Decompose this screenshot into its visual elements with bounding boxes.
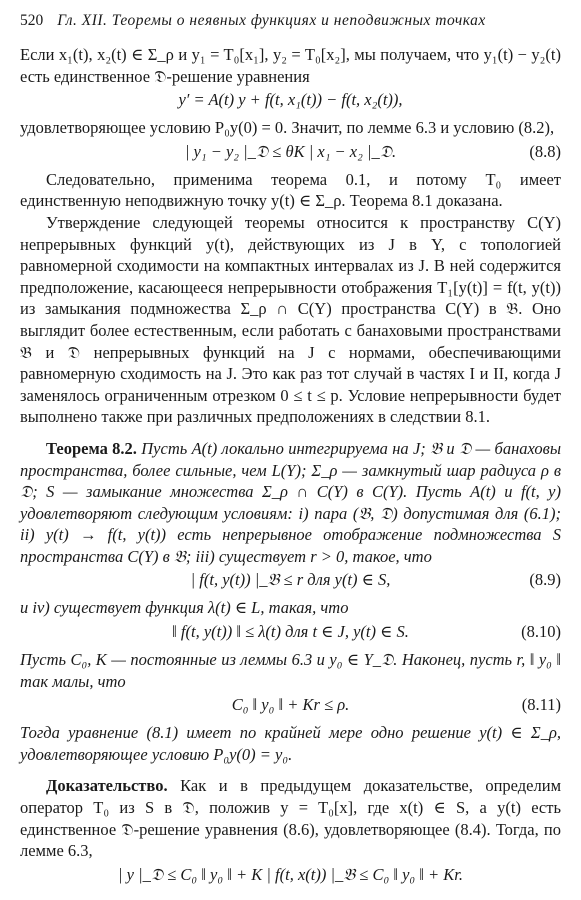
theorem-8-2	[20, 438, 561, 568]
equation-final	[20, 864, 561, 890]
proof-body: Как и в предыдущем доказательстве, определим оператор T₀ из S в 𝔇, положив y = T₀[x], где x(t) ∈ S, а y(t) есть единственное 𝔇-решение уравнения (8.6), удовлетворяющее (8.4). Тогда, по лемме 6.3,	[20, 776, 562, 861]
equation-8-9-number: (8.9)	[529, 570, 561, 590]
paragraph-7: Тогда уравнение (8.1) имеет по крайней мере одно решение y(t) ∈ Σ_ρ, удовлетворяющее условию P₀y(0) = y₀.	[20, 723, 561, 764]
theorem-body: Пусть A(t) локально интегрируема на J; 𝔅 и 𝔇 — банаховы пространства, более сильные, чем L(Y); Σ_ρ — замкнутый шар радиуса ρ в 𝔇; S — замыкание множества Σ_ρ ∩ C(Y) в C(Y). Пусть A(t) и f(t, y) удовлетворяют следующим условиям: i) пара (𝔅, 𝔇) допустимая для (6.1); ii) y(t) → f(t, y(t)) есть непрерывное отображение подмножества S пространства C(Y) в 𝔅; iii) существует r > 0, такое, что	[20, 438, 562, 566]
paragraph-4: Утверждение следующей теоремы относится к пространству C(Y) непрерывных функций y(t), действующих из J в Y, с топологией равномерной сходимости на компактных интервалах из J. В ней содержится предположение, касающееся непрерывности отображения T₁[y(t)] = f(t, y(t)) из замыкания подмножества Σ_ρ ∩ C(Y) пространства C(Y) в 𝔅. Оно выглядит более естественным, если работать с банаховыми пространствами 𝔅 и 𝔇 непрерывных функций на J с нормами, обеспечивающими равномерную сходимость на J. Это как раз тот случай в частях I и II, когда J заменялось ограниченным отрезком 0 ≤ t ≤ p. Условие непрерывности будет выполнено также при различных предположениях в следствии 8.1.	[20, 212, 561, 427]
equation-1	[20, 89, 561, 115]
theorem-label: Теорема 8.2.	[46, 438, 137, 458]
proof	[20, 775, 561, 861]
equation-1-formula: y′ = A(t) y + f(t, x₁(t)) − f(t, x₂(t)),	[178, 90, 403, 110]
proof-label: Доказательство.	[46, 776, 168, 796]
equation-final-formula: | y |_𝔇 ≤ C₀ ‖ y₀ ‖ + K | f(t, x(t)) |_𝔅 ≤ C₀ ‖ y₀ ‖ + Kr.	[117, 864, 464, 884]
page-number: 520	[20, 12, 44, 29]
equation-8-10-number: (8.10)	[521, 622, 561, 642]
paragraph-5: и iv) существует функция λ(t) ∈ L, такая, что	[20, 598, 349, 618]
equation-8-8-formula: | y₁ − y₂ |_𝔇 ≤ θK | x₁ − x₂ |_𝔇.	[184, 141, 397, 161]
equation-8-9	[20, 569, 561, 595]
equation-8-8	[20, 141, 561, 167]
running-header	[20, 12, 561, 30]
equation-8-9-formula: | f(t, y(t)) |_𝔅 ≤ r для y(t) ∈ S,	[190, 570, 391, 590]
equation-8-11	[20, 694, 561, 720]
equation-8-11-formula: C₀ ‖ y₀ ‖ + Kr ≤ ρ.	[231, 695, 350, 715]
paragraph-2: удовлетворяющее условию P₀y(0) = 0. Значит, по лемме 6.3 и условию (8.2),	[20, 118, 555, 138]
equation-8-10-formula: ‖ f(t, y(t)) ‖ ≤ λ(t) для t ∈ J, y(t) ∈ S.	[172, 622, 409, 642]
chapter-title: Гл. XII. Теоремы о неявных функциях и неподвижных точках	[57, 12, 486, 29]
paragraph-1: Если x₁(t), x₂(t) ∈ Σ_ρ и y₁ = T₀[x₁], y₂ = T₀[x₂], мы получаем, что y₁(t) − y₂(t) есть единственное 𝔇-решение уравнения	[20, 45, 561, 86]
paragraph-3: Следовательно, применима теорема 0.1, и потому T₀ имеет единственную неподвижную точку y(t) ∈ Σ_ρ. Теорема 8.1 доказана.	[20, 169, 561, 211]
equation-8-8-number: (8.8)	[529, 141, 561, 161]
paragraph-6: Пусть C₀, K — постоянные из леммы 6.3 и y₀ ∈ Y_𝔇. Наконец, пусть r, ‖ y₀ ‖ так малы, что	[20, 650, 561, 691]
equation-8-10	[20, 621, 561, 647]
equation-8-11-number: (8.11)	[521, 695, 561, 715]
